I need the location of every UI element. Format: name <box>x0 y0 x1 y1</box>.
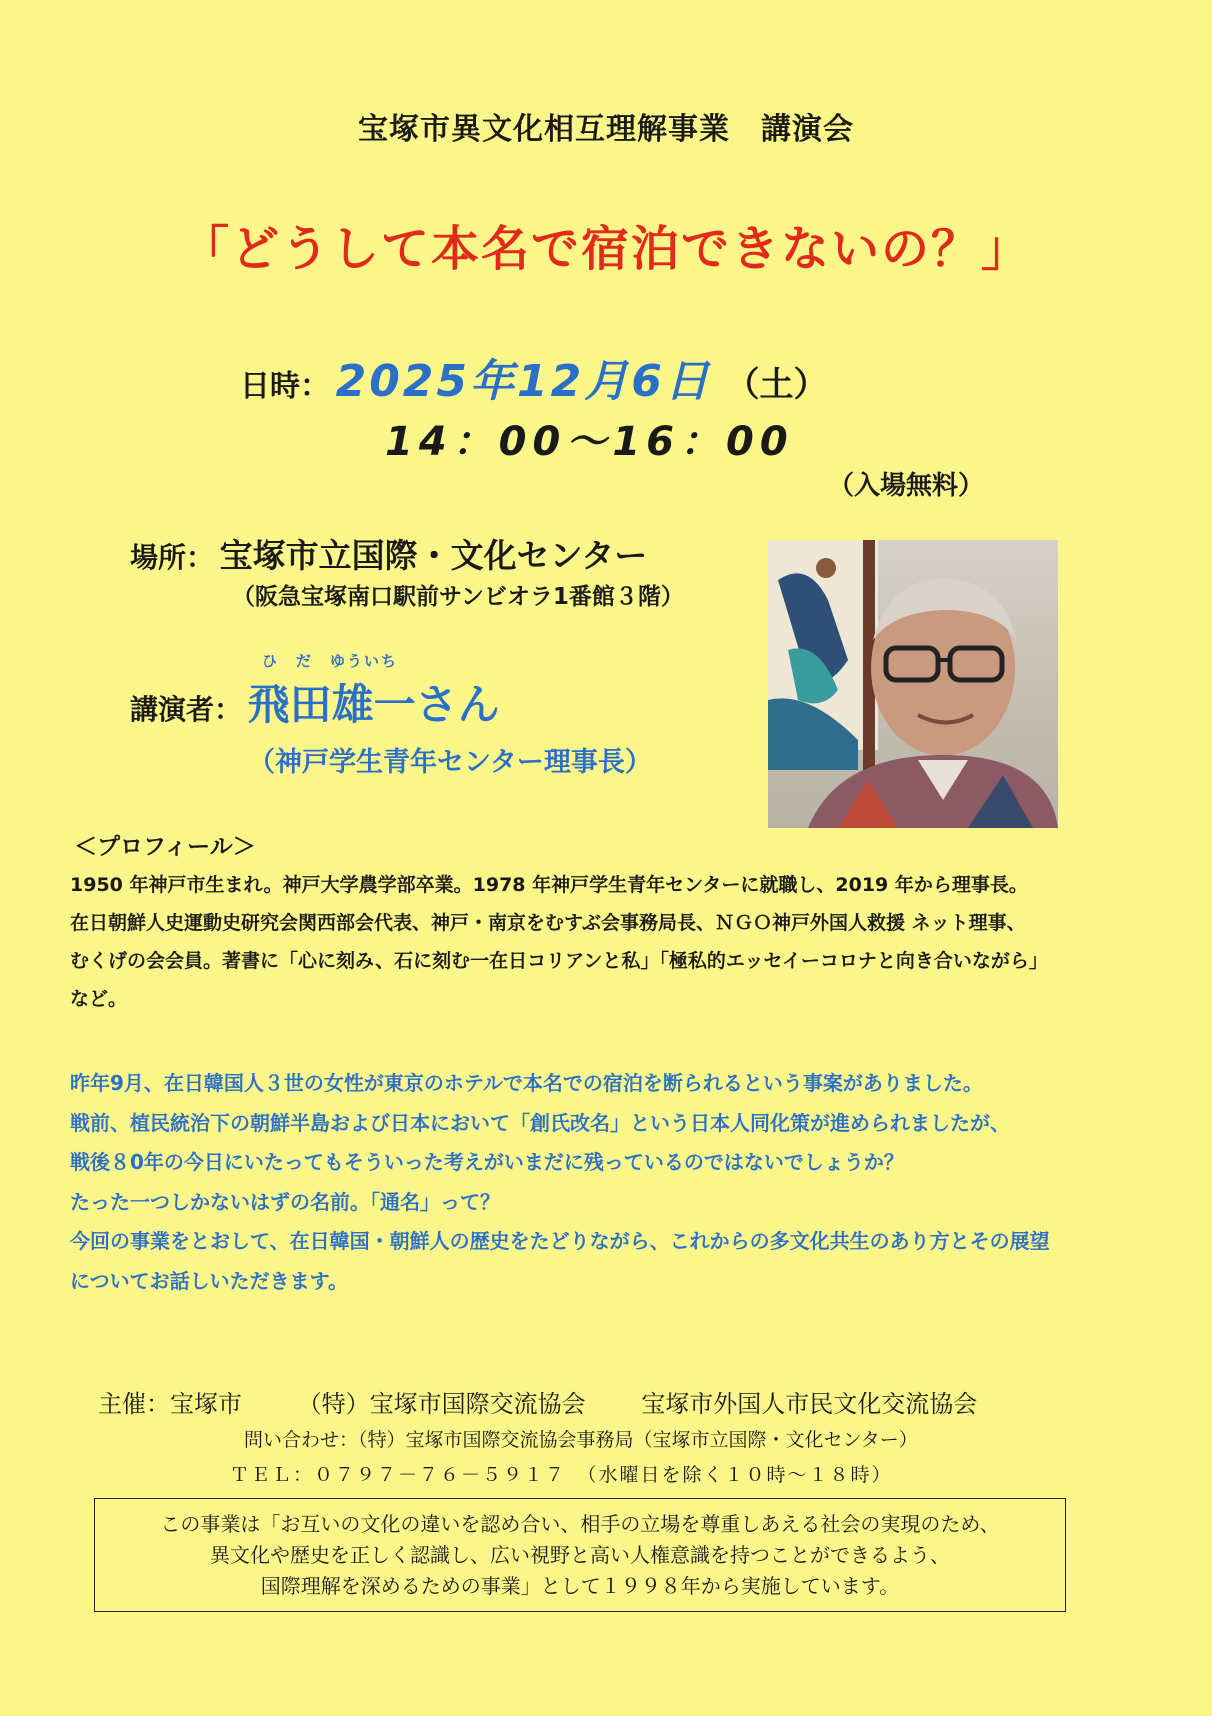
speaker-portrait-illustration <box>768 540 1058 828</box>
profile-line: 1950 年神戸市生まれ。神戸大学農学部卒業。1978 年神戸学生青年センターに就職し、2019 年から理事長。 <box>70 874 1028 896</box>
organizers <box>98 1384 1025 1419</box>
organizer: （特）宝塚市国際交流協会 <box>297 1390 586 1418</box>
speaker-photo <box>768 540 1058 828</box>
description-line: 戦前、植民統治下の朝鮮半島および日本において「創氏改名」という日本人同化策が進められましたが、 <box>70 1110 1010 1135</box>
venue-row <box>130 530 647 577</box>
organizer: 主催：宝塚市 <box>98 1390 242 1418</box>
lecture-title: 「どうして本名で宿泊できないの？」 <box>180 221 1031 277</box>
speaker-row <box>130 672 500 732</box>
speaker-furigana: ひ だ ゆういち <box>262 652 399 670</box>
venue-detail: （阪急宝塚南口駅前サンビオラ1番館３階） <box>232 584 684 610</box>
description-line: 今回の事業をとおして、在日韓国・朝鮮人の歴史をたどりながら、これからの多文化共生のあり方とその展望 <box>70 1229 1050 1253</box>
profile-line: むくげの会会員。著書に「心に刻み、石に刻む一在日コリアンと私」「極私的エッセイーコロナと向き合いながら」 <box>70 950 1048 972</box>
event-series-heading: 宝塚市異文化相互理解事業 講演会 <box>358 112 854 147</box>
profile-line: 在日朝鮮人史運動史研究会関西部会代表、神戸・南京をむすぶ会事務局長、ＮＧＯ神戸外国人救援 ネット理事、 <box>70 912 1026 934</box>
note-line: 国際理解を深めるための事業」として１９９８年から実施しています。 <box>260 1574 900 1598</box>
venue-name: 宝塚市立国際・文化センター <box>219 536 648 575</box>
admission-note: （入場無料） <box>828 471 985 501</box>
speaker-title: （神戸学生青年センター理事長） <box>248 747 652 778</box>
description-line: たった一つしかないはずの名前。「通名」って？ <box>70 1189 500 1214</box>
description-line: についてお話しいただきます。 <box>70 1268 348 1293</box>
program-note-box <box>94 1498 1066 1612</box>
telephone: ＴＥＬ：０７９７－７６－５９１７ （水曜日を除く１０時～１８時） <box>230 1464 893 1486</box>
profile-line: など。 <box>70 988 128 1010</box>
contact-info: 問い合わせ：（特）宝塚市国際交流協会事務局（宝塚市立国際・文化センター） <box>244 1429 918 1451</box>
date-line <box>240 345 827 409</box>
description-line: 戦後８0年の今日にいたってもそういった考えがいまだに残っているのではないでしょうか？ <box>70 1150 904 1174</box>
date-label: 日時： <box>240 369 330 404</box>
description-text <box>70 1064 1160 1301</box>
event-time: 14：00～16：00 <box>385 419 794 465</box>
organizer: 宝塚市外国人市民文化交流協会 <box>641 1390 978 1418</box>
profile-heading: ＜プロフィール＞ <box>74 834 256 860</box>
speaker-name: 飛田雄一さん <box>247 680 500 729</box>
profile-text <box>70 866 1150 1018</box>
day-of-week: （土） <box>725 365 828 405</box>
event-date: 2025年12月6日 <box>335 356 712 407</box>
venue-label: 場所： <box>130 541 215 574</box>
speaker-label: 講演者： <box>130 693 243 726</box>
note-line: この事業は「お互いの文化の違いを認め合い、相手の立場を尊重しあえる社会の実現のため、 <box>160 1512 1000 1536</box>
note-line: 異文化や歴史を正しく認識し、広い視野と高い人権意識を持つことができるよう、 <box>210 1543 950 1567</box>
description-line: 昨年9月、在日韓国人３世の女性が東京のホテルで本名での宿泊を断られるという事案がありました。 <box>70 1071 983 1095</box>
